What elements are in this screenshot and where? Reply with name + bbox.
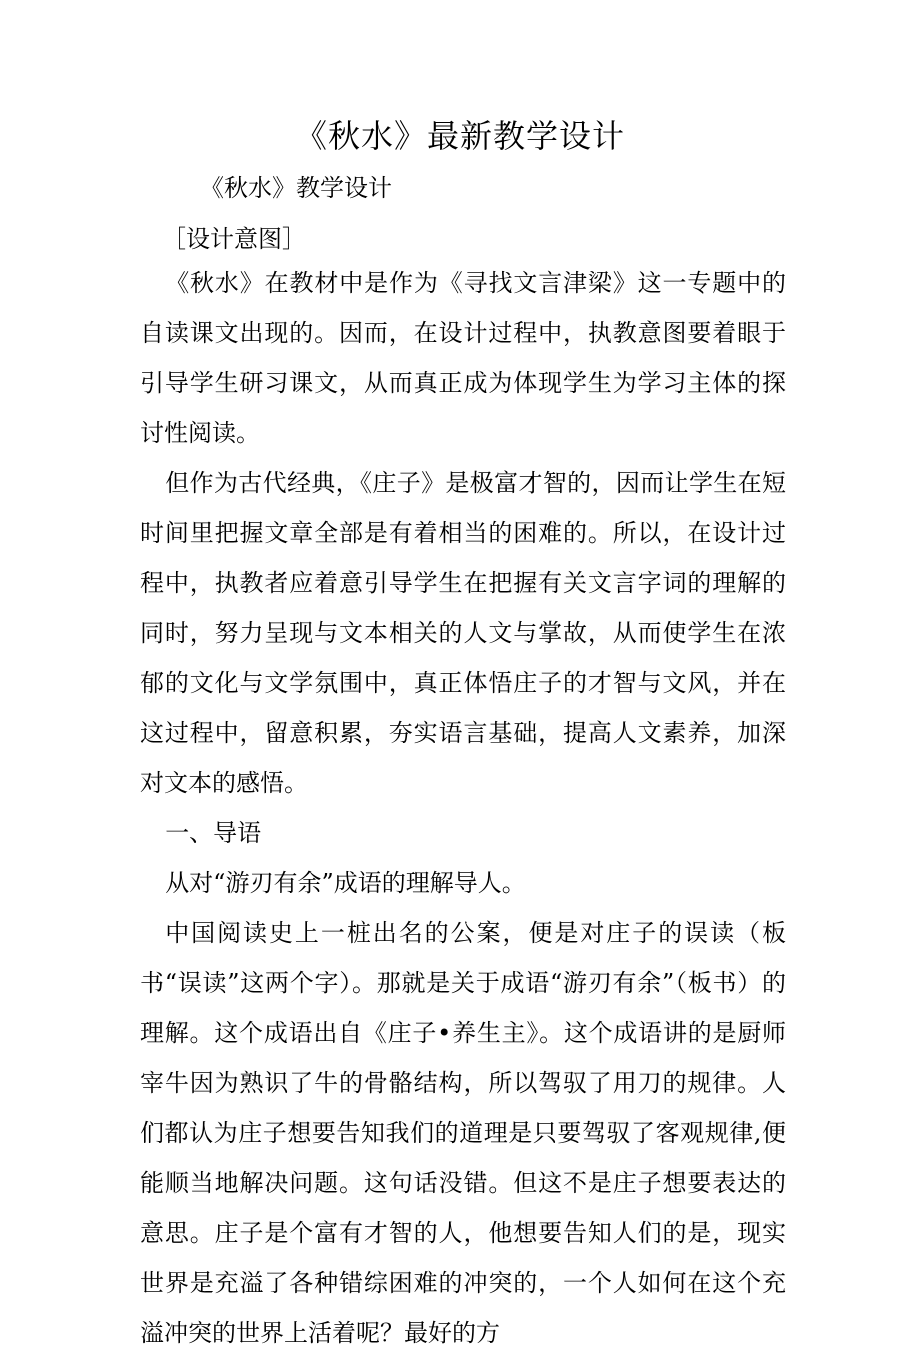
- body-text: [140, 258, 786, 1358]
- paragraph-design-intent-2: 但作为古代经典，《庄子》是极富才智的，因而让学生在短时间里把握文章全部是有着相当的困难的。所以，在设计过程中，执教者应着意引导学生在把握有关文言字词的理解的同时，努力呈现与文本相关的人文与掌故，从而使学生在浓郁的文化与文学氛围中，真正体悟庄子的才智与文风，并在这过程中，留意积累，夯实语言基础，提高人文素养，加深对文本的感悟。: [140, 469, 786, 797]
- section-label-design-intent: ［设计意图］: [162, 225, 306, 253]
- paragraph-misreading: 中国阅读史上一桩出名的公案，便是对庄子的误读（板书“误读”这两个字）。那就是关于成语“游刃有余”（板书）的理解。这个成语出自《庄子•养生主》。这个成语讲的是厨师宰牛因为熟识了牛的骨骼结构，所以驾驭了用刀的规律。人们都认为庄子想要告知我们的道理是只要驾驭了客观规律,便能顺当地解决问题。这句话没错。但这不是庄子想要表达的意思。庄子是个富有才智的人，他想要告知人们的是，现实世界是充溢了各种错综困难的冲突的，一个人如何在这个充溢冲突的世界上活着呢？最好的方: [140, 919, 786, 1347]
- paragraph-lead-in: 从对“游刃有余”成语的理解导人。: [165, 869, 526, 897]
- document-subtitle: 《秋水》教学设计: [200, 174, 392, 202]
- paragraph-design-intent-1: 《秋水》在教材中是作为《寻找文言津梁》这一专题中的自读课文出现的。因而，在设计过程中，执教意图要着眼于引导学生研习课文，从而真正成为体现学生为学习主体的探讨性阅读。: [140, 269, 786, 447]
- document-title: 《秋水》最新教学设计: [294, 117, 625, 155]
- section-heading-introduction: 一、导语: [165, 819, 262, 847]
